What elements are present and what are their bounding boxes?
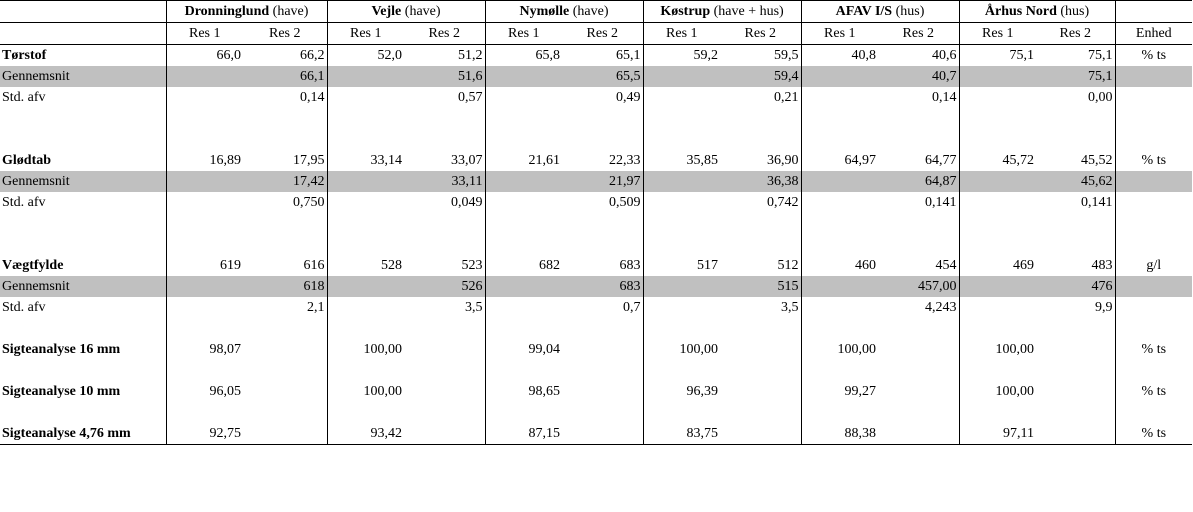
corner-cell xyxy=(0,23,166,45)
res1-value: 100,00 xyxy=(995,384,1035,399)
spacer-cell xyxy=(1036,213,1115,234)
res2-value: 75,1 xyxy=(1036,45,1115,67)
unit-cell xyxy=(1115,192,1192,213)
spacer-cell xyxy=(1115,234,1192,255)
row-label: Std. afv xyxy=(0,87,166,108)
site-name: Århus Nord xyxy=(984,3,1057,19)
res1-value: 21,61 xyxy=(528,152,561,168)
res2-value: 59,5 xyxy=(720,45,801,67)
spacer-cell xyxy=(801,213,878,234)
row-label: Gennemsnit xyxy=(0,66,166,87)
measurement-row xyxy=(0,45,1192,67)
res1-value: 100,00 xyxy=(837,342,877,357)
unit-cell: % ts xyxy=(1141,384,1167,399)
res1-value: 460 xyxy=(855,257,877,273)
res2-value: 0,141 xyxy=(1036,192,1115,213)
res1-value xyxy=(643,171,720,192)
res2-value: 51,2 xyxy=(404,45,485,67)
res1-value: 65,8 xyxy=(535,47,561,63)
res1-value xyxy=(327,192,404,213)
spacer-cell xyxy=(485,213,562,234)
site-name: Køstrup xyxy=(660,3,711,19)
res1-header: Res 1 xyxy=(327,23,404,45)
res2-value: 4,243 xyxy=(878,297,959,318)
res1-value: 100,00 xyxy=(363,384,402,399)
res1-value xyxy=(801,87,878,108)
res2-value: 0,049 xyxy=(404,192,485,213)
res1-value xyxy=(485,297,562,318)
res1-value xyxy=(959,66,1036,87)
res2-header: Res 2 xyxy=(562,23,643,45)
spacer-cell xyxy=(1036,108,1115,129)
res2-value: 17,95 xyxy=(243,150,327,171)
spacer-row xyxy=(0,129,1192,150)
res2-value: 515 xyxy=(720,276,801,297)
spacer-cell xyxy=(562,108,643,129)
res1-value xyxy=(327,276,404,297)
res1-value: 64,97 xyxy=(844,152,877,168)
res1-value: 96,05 xyxy=(209,384,241,399)
res1-value xyxy=(485,276,562,297)
unit-cell xyxy=(1115,171,1192,192)
spacer-cell xyxy=(1036,129,1115,150)
spacer-cell xyxy=(243,213,327,234)
res1-value xyxy=(959,171,1036,192)
res1-value: 87,15 xyxy=(485,402,562,445)
spacer-cell xyxy=(720,213,801,234)
res1-value: 528 xyxy=(381,257,402,273)
res1-value xyxy=(327,66,404,87)
spacer-cell xyxy=(1115,129,1192,150)
res2-value xyxy=(562,318,643,360)
row-label: Glødtab xyxy=(0,150,166,171)
res1-value xyxy=(959,297,1036,318)
res1-value: 93,42 xyxy=(327,402,404,445)
res2-value: 66,2 xyxy=(243,45,327,67)
res2-value xyxy=(720,360,801,402)
res1-value xyxy=(959,87,1036,108)
res2-value: 75,1 xyxy=(1036,66,1115,87)
res1-value xyxy=(166,276,243,297)
res2-value xyxy=(720,402,801,445)
site-header xyxy=(643,1,801,23)
res1-value: 45,72 xyxy=(1002,152,1035,168)
res2-value xyxy=(404,402,485,445)
res2-value: 17,42 xyxy=(243,171,327,192)
spacer-cell xyxy=(404,213,485,234)
mean-row xyxy=(0,276,1192,297)
res1-value xyxy=(485,66,562,87)
spacer-cell xyxy=(1115,213,1192,234)
unit-cell: % ts xyxy=(1141,342,1167,357)
spacer-cell xyxy=(404,108,485,129)
spacer-cell xyxy=(1115,108,1192,129)
site-type: (hus) xyxy=(1056,3,1090,19)
spacer-cell xyxy=(562,234,643,255)
res2-value: 512 xyxy=(720,255,801,276)
res2-value xyxy=(562,360,643,402)
res1-value xyxy=(166,171,243,192)
res2-value: 0,21 xyxy=(720,87,801,108)
res2-value: 0,7 xyxy=(562,297,643,318)
res1-value: 469 xyxy=(1013,257,1035,273)
res2-header: Res 2 xyxy=(1036,23,1115,45)
res1-value xyxy=(327,297,404,318)
row-label: Sigteanalyse 16 mm xyxy=(0,318,166,360)
unit-cell: % ts xyxy=(1141,152,1167,168)
spacer-cell xyxy=(878,234,959,255)
spacer-cell xyxy=(327,213,404,234)
res2-value xyxy=(1036,402,1115,445)
res2-value xyxy=(720,318,801,360)
res2-value: 64,77 xyxy=(878,150,959,171)
res1-value xyxy=(643,276,720,297)
res1-value: 100,00 xyxy=(995,342,1035,357)
res2-header: Res 2 xyxy=(720,23,801,45)
res2-value: 0,750 xyxy=(243,192,327,213)
spacer-cell xyxy=(801,108,878,129)
res2-value xyxy=(243,402,327,445)
unit-header-top xyxy=(1115,1,1192,23)
site-type: (hus) xyxy=(892,3,925,19)
res2-value: 526 xyxy=(404,276,485,297)
sd-row xyxy=(0,297,1192,318)
res1-value xyxy=(801,276,878,297)
res2-value: 59,4 xyxy=(720,66,801,87)
res1-value: 92,75 xyxy=(166,402,243,445)
mean-row xyxy=(0,66,1192,87)
spacer-cell xyxy=(720,129,801,150)
res1-value xyxy=(485,192,562,213)
unit-cell xyxy=(1115,87,1192,108)
res1-value xyxy=(959,192,1036,213)
res2-value: 36,38 xyxy=(720,171,801,192)
res1-value: 88,38 xyxy=(801,402,878,445)
res2-value: 0,509 xyxy=(562,192,643,213)
res1-value: 35,85 xyxy=(686,152,719,168)
spacer-row xyxy=(0,213,1192,234)
row-label: Sigteanalyse 4,76 mm xyxy=(0,402,166,445)
spacer-cell xyxy=(166,108,243,129)
res1-value xyxy=(643,192,720,213)
res2-value: 618 xyxy=(243,276,327,297)
spacer-cell xyxy=(485,234,562,255)
res2-value: 476 xyxy=(1036,276,1115,297)
res1-value xyxy=(643,66,720,87)
site-name: Dronninglund xyxy=(184,3,270,19)
spacer-cell xyxy=(485,129,562,150)
res2-value: 454 xyxy=(878,255,959,276)
res2-value: 64,87 xyxy=(878,171,959,192)
res2-value: 21,97 xyxy=(562,171,643,192)
res1-value: 33,14 xyxy=(370,152,402,168)
res2-value: 683 xyxy=(562,255,643,276)
res1-value: 100,00 xyxy=(679,342,719,357)
res2-value xyxy=(1036,360,1115,402)
res2-value xyxy=(562,402,643,445)
row-label: Sigteanalyse 10 mm xyxy=(0,360,166,402)
spacer-cell xyxy=(166,129,243,150)
spacer-cell xyxy=(562,213,643,234)
res2-value xyxy=(878,402,959,445)
res2-value: 22,33 xyxy=(562,150,643,171)
res1-header: Res 1 xyxy=(643,23,720,45)
spacer-cell xyxy=(404,234,485,255)
spacer-cell xyxy=(0,234,166,255)
res1-value xyxy=(166,297,243,318)
res1-value xyxy=(485,87,562,108)
site-type: (have) xyxy=(269,3,309,19)
spacer-cell xyxy=(720,234,801,255)
unit-cell xyxy=(1115,276,1192,297)
spacer-cell xyxy=(1036,234,1115,255)
res1-value xyxy=(327,171,404,192)
site-name: Vejle xyxy=(371,3,402,19)
spacer-cell xyxy=(166,213,243,234)
spacer-cell xyxy=(959,129,1036,150)
corner-cell xyxy=(0,1,166,23)
spacer-cell xyxy=(643,234,720,255)
res1-value: 517 xyxy=(697,257,719,273)
sd-row xyxy=(0,192,1192,213)
res1-value: 83,75 xyxy=(643,402,720,445)
res1-value: 96,39 xyxy=(686,384,719,399)
spacer-cell xyxy=(0,213,166,234)
spacer-cell xyxy=(0,129,166,150)
res1-value xyxy=(166,192,243,213)
spacer-row xyxy=(0,108,1192,129)
res2-value: 9,9 xyxy=(1036,297,1115,318)
res2-value: 40,7 xyxy=(878,66,959,87)
res2-value: 45,62 xyxy=(1036,171,1115,192)
row-label: Std. afv xyxy=(0,192,166,213)
res2-value: 483 xyxy=(1036,255,1115,276)
sieve-row xyxy=(0,402,1192,445)
res2-value xyxy=(878,318,959,360)
res2-value: 65,1 xyxy=(562,45,643,67)
res2-value: 36,90 xyxy=(720,150,801,171)
spacer-cell xyxy=(878,129,959,150)
res1-value: 98,65 xyxy=(528,384,561,399)
res1-value xyxy=(801,297,878,318)
res1-value: 75,1 xyxy=(1009,47,1035,63)
res2-value: 40,6 xyxy=(878,45,959,67)
res2-header: Res 2 xyxy=(404,23,485,45)
spacer-cell xyxy=(801,129,878,150)
spacer-cell xyxy=(643,108,720,129)
res2-value: 0,742 xyxy=(720,192,801,213)
res2-value: 65,5 xyxy=(562,66,643,87)
measurement-row xyxy=(0,150,1192,171)
site-type: (have + hus) xyxy=(710,3,784,19)
spacer-cell xyxy=(878,108,959,129)
res1-value xyxy=(801,66,878,87)
res1-value xyxy=(801,192,878,213)
spacer-cell xyxy=(801,234,878,255)
site-name: Nymølle xyxy=(519,3,570,19)
res2-value xyxy=(404,318,485,360)
site-header xyxy=(166,1,327,23)
res2-value: 45,52 xyxy=(1036,150,1115,171)
res1-value: 100,00 xyxy=(363,342,402,357)
res2-value: 66,1 xyxy=(243,66,327,87)
mean-row xyxy=(0,171,1192,192)
res1-value: 52,0 xyxy=(377,47,402,63)
res2-value: 523 xyxy=(404,255,485,276)
spacer-cell xyxy=(485,108,562,129)
site-name: AFAV I/S xyxy=(835,3,893,19)
res1-value xyxy=(959,276,1036,297)
res1-value xyxy=(643,87,720,108)
sieve-row xyxy=(0,360,1192,402)
spacer-cell xyxy=(878,213,959,234)
res2-header: Res 2 xyxy=(243,23,327,45)
res2-value: 457,00 xyxy=(878,276,959,297)
site-header xyxy=(959,1,1115,23)
header-row-sites xyxy=(0,1,1192,23)
header-row-res xyxy=(0,23,1192,45)
res1-value: 98,07 xyxy=(209,342,241,357)
res1-header: Res 1 xyxy=(485,23,562,45)
res1-value: 97,11 xyxy=(959,402,1036,445)
res1-value: 619 xyxy=(220,257,241,273)
unit-cell: % ts xyxy=(1141,47,1167,63)
spacer-cell xyxy=(959,234,1036,255)
res1-header: Res 1 xyxy=(166,23,243,45)
spacer-cell xyxy=(643,213,720,234)
row-label: Vægtfylde xyxy=(0,255,166,276)
spacer-cell xyxy=(327,108,404,129)
spacer-cell xyxy=(243,129,327,150)
res2-value: 0,14 xyxy=(243,87,327,108)
res2-value: 2,1 xyxy=(243,297,327,318)
spacer-cell xyxy=(959,108,1036,129)
spacer-row xyxy=(0,234,1192,255)
sd-row xyxy=(0,87,1192,108)
res1-value: 99,27 xyxy=(844,384,877,399)
sieve-row xyxy=(0,318,1192,360)
res1-value: 16,89 xyxy=(209,152,241,168)
res2-value: 51,6 xyxy=(404,66,485,87)
unit-cell xyxy=(1115,66,1192,87)
site-header xyxy=(327,1,485,23)
row-label: Gennemsnit xyxy=(0,276,166,297)
res1-header: Res 1 xyxy=(801,23,878,45)
row-label: Std. afv xyxy=(0,297,166,318)
spacer-cell xyxy=(166,234,243,255)
res2-value: 0,57 xyxy=(404,87,485,108)
res2-value xyxy=(404,360,485,402)
unit-cell: % ts xyxy=(1115,402,1192,445)
unit-header: Enhed xyxy=(1115,23,1192,45)
res1-value: 99,04 xyxy=(528,342,561,357)
res2-header: Res 2 xyxy=(878,23,959,45)
res1-value xyxy=(643,297,720,318)
res2-value: 0,14 xyxy=(878,87,959,108)
site-header xyxy=(801,1,959,23)
spacer-cell xyxy=(643,129,720,150)
spacer-cell xyxy=(243,108,327,129)
res2-value xyxy=(1036,318,1115,360)
res2-value: 3,5 xyxy=(404,297,485,318)
spacer-cell xyxy=(327,129,404,150)
res1-value: 682 xyxy=(539,257,561,273)
measurement-row xyxy=(0,255,1192,276)
res1-value xyxy=(485,171,562,192)
unit-cell: g/l xyxy=(1146,257,1162,273)
res2-value xyxy=(243,318,327,360)
res2-value: 33,11 xyxy=(404,171,485,192)
unit-cell xyxy=(1115,297,1192,318)
res2-value: 0,49 xyxy=(562,87,643,108)
res2-value: 0,00 xyxy=(1036,87,1115,108)
res2-value: 3,5 xyxy=(720,297,801,318)
site-type: (have) xyxy=(569,3,609,19)
site-header xyxy=(485,1,643,23)
spacer-cell xyxy=(959,213,1036,234)
site-type: (have) xyxy=(401,3,441,19)
res2-value xyxy=(878,360,959,402)
spacer-cell xyxy=(243,234,327,255)
res1-value: 59,2 xyxy=(693,47,719,63)
res1-value xyxy=(801,171,878,192)
spacer-cell xyxy=(327,234,404,255)
res2-value: 616 xyxy=(243,255,327,276)
res2-value: 33,07 xyxy=(404,150,485,171)
res1-header: Res 1 xyxy=(959,23,1036,45)
res1-value xyxy=(327,87,404,108)
res2-value xyxy=(243,360,327,402)
res1-value: 40,8 xyxy=(851,47,877,63)
res2-value: 0,141 xyxy=(878,192,959,213)
res1-value: 66,0 xyxy=(216,47,241,63)
spacer-cell xyxy=(562,129,643,150)
res1-value xyxy=(166,66,243,87)
spacer-cell xyxy=(720,108,801,129)
res2-value: 683 xyxy=(562,276,643,297)
row-label: Gennemsnit xyxy=(0,171,166,192)
res1-value xyxy=(166,87,243,108)
spacer-cell xyxy=(404,129,485,150)
spacer-cell xyxy=(0,108,166,129)
row-label: Tørstof xyxy=(0,45,166,67)
